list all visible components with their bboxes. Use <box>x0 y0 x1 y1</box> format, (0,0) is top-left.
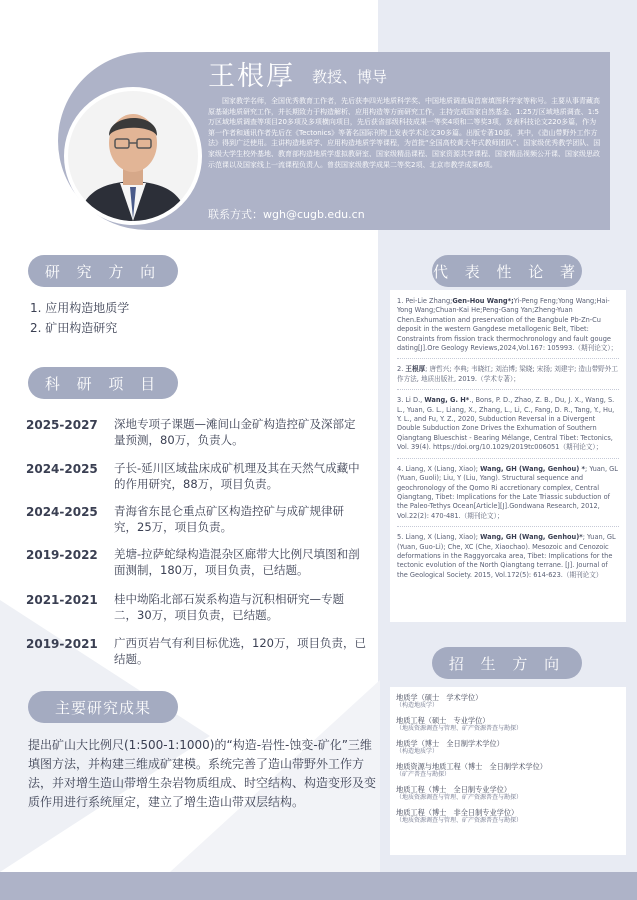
project-text: 子长-延川区域盐床成矿机理及其在天然气成藏中的作用研究，88万，项目负责。 <box>114 461 360 491</box>
recruit-item: 地质工程（博士 全日制专业学位） （地质资源调查与管理、矿产资源普查与勘探） <box>396 785 523 801</box>
project-years: 2021-2021 <box>26 593 98 607</box>
portrait-photo-icon <box>68 91 198 221</box>
project-text: 桂中坳陷北部石炭系构造与沉积相研究—专题二，30万，项目负责，已结题。 <box>114 592 344 622</box>
section-recruit: 招 生 方 向 <box>432 647 582 679</box>
profile-name: 王根厚 <box>208 61 295 92</box>
paper-item: 2. 王根厚; 唐哲兴; 李典; 韦晓红; 刘治博; 梁晓; 宋扬; 刘建宇; 造山带野外工作方法, 地质出版社, 2019.（学术专著）； <box>397 365 619 390</box>
profile-title: 教授、博导 <box>312 68 388 86</box>
project-years: 2024-2025 <box>26 462 98 476</box>
contact-email[interactable]: 联系方式：wgh@cugb.edu.cn <box>208 208 365 221</box>
research-direction-item: 2. 矿田构造研究 <box>30 321 118 335</box>
paper-item: 4. Liang, X (Liang, Xiao); Wang, GH (Wang, Genhou) *; Yuan, GL (Yuan, Guoli); Liu, Y (Liu, Yang). Structural sequence and geochronology of the Qomo Ri accretionary complex, Central Qiangtang, Tibet: Implications for the Late Triassic subduction of the Paleo-Tethys Ocean[Article][J].Gondwana Research, 2012, Vol.22(2): 470-481.（期刊论文）； <box>397 465 619 527</box>
section-projects: 科 研 项 目 <box>28 367 178 399</box>
project-text: 广西页岩气有利目标优选，120万，项目负责，已结题。 <box>114 636 366 666</box>
research-direction-list <box>30 298 129 338</box>
papers-panel <box>390 290 626 622</box>
project-years: 2025-2027 <box>26 418 98 432</box>
recruit-panel <box>390 687 626 855</box>
results-text: 提出矿山大比例尺(1:500-1:1000)的“构造-岩性-蚀变-矿化”三维填图方法，并构建三维成矿建模。系统完善了造山带野外工作方法，并对增生造山带增生杂岩物质组成、时空结构、构造变形及变质作用进行系统厘定，建立了增生造山带双层结构。 <box>28 738 377 809</box>
recruit-item: 地质工程（硕士 专业学位） （地质资源调查与管理、矿产资源普查与勘探） <box>396 716 523 732</box>
section-papers: 代 表 性 论 著 <box>432 255 582 287</box>
paper-item: 5. Liang, X (Liang, Xiao); Wang, GH (Wang, Genhou)*; Yuan, GL (Yuan, Guo-Li); Che, XC (Che, Xiaochao). Mesozoic and Cenozoic deformations in the Raggyorcaka area, Tibet: Implications for the tectonic evolution of the North Qiangtang terrane. [J]. Journal of the Geological Society. 2015, Vol.172(5): 614-623.（期刊论文） <box>397 533 616 579</box>
project-text: 羌塘-拉萨蛇绿构造混杂区廊带大比例尺填图和剖面测制，180万，项目负责，已结题。 <box>114 547 360 577</box>
project-row <box>26 591 366 623</box>
project-text: 深地专项子课题—滩间山金矿构造控矿及深部定量预测，80万，负责人。 <box>114 417 356 447</box>
paper-item: 1. Pei-Lie Zhang;Gen-Hou Wang*;Yi-Peng Feng;Yong Wang;Hai-Yong Wang;Chuan-Kai He;Peng-Gang Yan;Zheng-Yuan Chen.Exhumation and preservation of the Bangbule Pb-Zn-Cu deposit in the western Gangdese metallogenic Belt, Tibet: Constraints from fission track thermochronology and fault gouge dating[J].Ore Geology Reviews,2024,Vol.167: 105993.（期刊论文）； <box>397 297 619 359</box>
section-results: 主要研究成果 <box>28 691 178 723</box>
recruit-item: 地质学（博士 全日制学术学位） （构造地质学） <box>396 739 504 755</box>
recruit-item: 地质资源与地质工程（博士 全日制学术学位） （矿产普查与勘探） <box>396 762 547 778</box>
profile-avatar <box>64 87 202 225</box>
project-row <box>26 503 366 535</box>
project-row <box>26 460 366 492</box>
project-row <box>26 635 366 667</box>
paper-item: 3. Li D., Wang, G. H*., Bons, P. D., Zhao, Z. B., Du, J. X., Wang, S. L., Yuan, G. L., Liang, X., Zhang, L., Li, C., Fang, D. R., Tang, Y., Hu, Y. L., and Fu, Y. Z., 2020, Subduction Reversal in a Divergent Double Subduction Zone Drives the Exhumation of Southern Qiangtang Blueschist - Bearing Mélange, Central Tibet: Tectonics, Vol. 39(4). https://doi.org/10.1029/2019tc006051（期刊论文）； <box>397 396 619 458</box>
recruit-item: 地质工程（博士 非全日制专业学位） （地质资源调查与管理、矿产资源普查与勘探） <box>396 808 523 824</box>
project-text: 青海省东昆仑重点矿区构造控矿与成矿规律研究，25万，项目负责。 <box>114 504 344 534</box>
project-row <box>26 416 366 448</box>
research-direction-item: 1. 应用构造地质学 <box>30 301 130 315</box>
project-years: 2024-2025 <box>26 505 98 519</box>
section-research-direction: 研 究 方 向 <box>28 255 178 287</box>
footer-bar <box>0 872 637 900</box>
project-years: 2019-2021 <box>26 637 98 651</box>
profile-bio: 国家教学名师，全国优秀教育工作者，先后获李四光地质科学奖、中国地质调查局首席填图科学家等称号。主要从事青藏高原基础地质研究工作，并长期致力于构造解析、应用构造等方面研究工作，主持完成国家自然基金、1:25万区域地质调查、1:5万区域地质调查等项目20多项及多项横向项目，先后获省部级科技成果一等奖4项和二等奖3项，发表科技论文220多篇，作为第一作者和通讯作者先后在《Tectonics》等著名国际刊物上发表学术论文30多篇。出版专著10部，其中，《造山带野外工作方法》得到广泛使用。主讲构造地质学、应用构造地质学等课程，为首批“全国高校黄大年式教师团队”、国家级优秀教学团队、国家级大学生校外基地、教育部构造地质学虚拟教研室、国家级精品课程、国家资源共享课程、国家精品视频公开课、国家级思政示范课以及国家线上一流课程负责人。曾获国家级教学成果二等奖2项、北京市教学成果6项。 <box>208 97 601 169</box>
project-years: 2019-2022 <box>26 548 98 562</box>
recruit-item: 地质学（硕士 学术学位） （构造地质学） <box>396 693 483 709</box>
project-row <box>26 546 366 578</box>
